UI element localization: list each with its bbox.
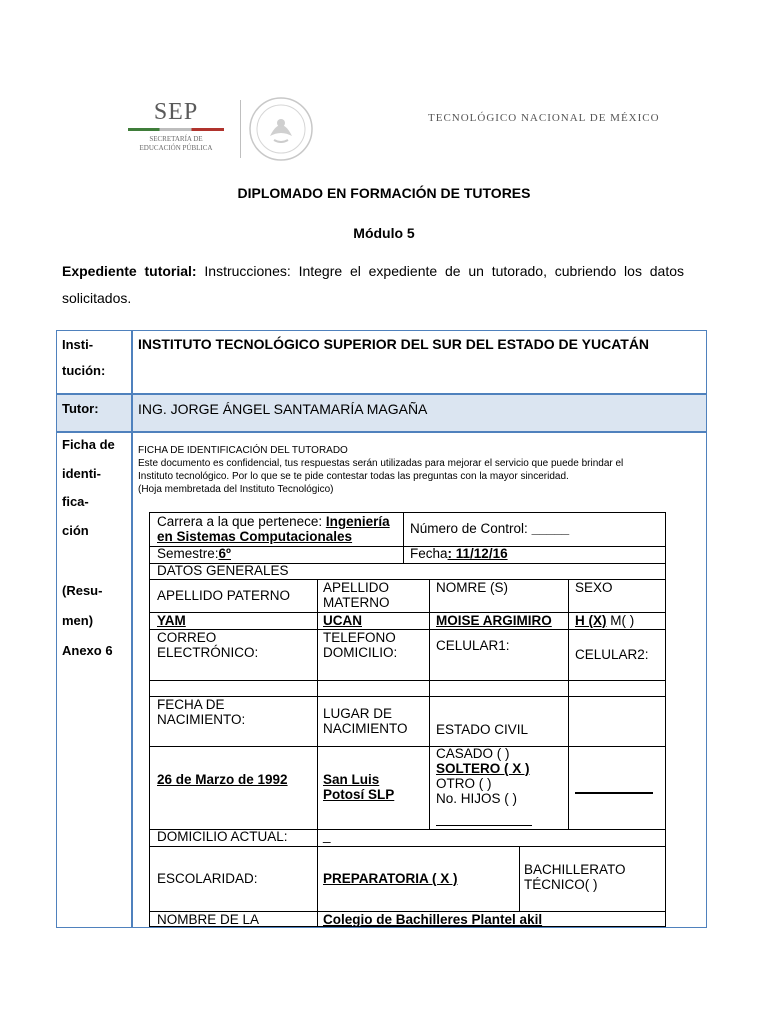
escolaridad-label: ESCOLARIDAD:: [157, 871, 258, 886]
domicilio-label: DOMICILIO ACTUAL:: [157, 829, 288, 844]
tutor-value: ING. JORGE ÁNGEL SANTAMARÍA MAGAÑA: [138, 401, 428, 417]
ficha-label: Ficha de identi- fica- ción: [62, 437, 115, 538]
sexo-value: H (X) M( ): [575, 613, 635, 628]
instructions: [62, 258, 684, 312]
hijos-underline: [436, 825, 532, 826]
sep-wordmark: SEP: [153, 99, 199, 125]
tutor-label: Tutor:: [62, 401, 99, 416]
correo-label: CORREO ELECTRÓNICO:: [157, 630, 259, 660]
numero-control: Número de Control: _____: [410, 521, 570, 536]
nombre-escuela-value: Colegio de Bachilleres Plantel akil: [323, 912, 543, 927]
lugar-nacimiento-label: LUGAR DE NACIMIENTO: [323, 706, 408, 736]
ficha-heading: FICHA DE IDENTIFICACIÓN DEL TUTORADO: [138, 445, 348, 456]
bachillerato-option: BACHILLERATO TÉCNICO( ): [524, 862, 626, 892]
header-divider: [240, 100, 241, 158]
instructions-label: Expediente tutorial:: [62, 263, 197, 279]
table-row-divider: [56, 431, 707, 433]
telefono-label: TELEFONO DOMICILIO:: [323, 630, 398, 660]
resumen-label: (Resu- men) Anexo 6: [62, 583, 113, 658]
celular2-label: CELULAR2:: [575, 647, 649, 662]
nombre-label: NOMRE (S): [436, 580, 508, 595]
estado-civil-options: CASADO ( ) SOLTERO ( X ) OTRO ( ) No. HIJOS ( ): [436, 746, 530, 806]
apellido-paterno-value: YAM: [157, 613, 186, 628]
tecnm-heading: TECNOLÓGICO NACIONAL DE MÉXICO: [428, 112, 660, 124]
fecha-nacimiento-value: 26 de Marzo de 1992: [157, 772, 288, 787]
sexo-label: SEXO: [575, 580, 613, 595]
table-row-divider: [56, 393, 707, 395]
mexico-seal-icon: [248, 96, 314, 162]
ficha-intro: FICHA DE IDENTIFICACIÓN DEL TUTORADO Este documento es confidencial, tus respuestas serán utilizadas para mejorar el servicio que puede brindar el Instituto tecnológico. Por lo que se te pide contestar todas las preguntas con la mayor sinceridad. (Hoja membretada del Instituto Tecnológico): [138, 444, 708, 496]
institucion-label: Insti- tución:: [62, 337, 106, 378]
domicilio-value: _: [323, 828, 331, 843]
preparatoria-value: PREPARATORIA ( X ): [323, 871, 458, 886]
datos-generales-heading: DATOS GENERALES: [157, 563, 289, 578]
apellido-materno-value: UCAN: [323, 613, 362, 628]
apellido-paterno-label: APELLIDO PATERNO: [157, 588, 291, 603]
apellido-materno-label: APELLIDO MATERNO: [323, 580, 390, 610]
blank-underline: [575, 792, 653, 794]
sep-logo: [122, 100, 230, 153]
fecha-nacimiento-label: FECHA DE NACIMIENTO:: [157, 697, 246, 727]
sep-subtitle-1: SECRETARÍA DE: [149, 135, 203, 143]
lugar-nacimiento-value: San Luis Potosí SLP: [323, 772, 395, 802]
instructions-text: Instrucciones: Integre el expediente de un tutorado, cubriendo los datos solicitados.: [62, 263, 684, 306]
document-title: DIPLOMADO EN FORMACIÓN DE TUTORES: [237, 185, 531, 201]
institucion-value: INSTITUTO TECNOLÓGICO SUPERIOR DEL SUR DEL ESTADO DE YUCATÁN: [138, 336, 650, 352]
table-column-divider: [131, 330, 133, 928]
nombre-value: MOISE ARGIMIRO: [436, 613, 552, 628]
fecha: Fecha: 11/12/16: [410, 546, 508, 561]
module-title: Módulo 5: [353, 225, 415, 241]
celular1-label: CELULAR1:: [436, 638, 510, 653]
carrera-label: Carrera a la que pertenece: Ingeniería: [157, 514, 390, 529]
sep-color-bar: [128, 128, 224, 131]
estado-civil-label: ESTADO CIVIL: [436, 722, 529, 737]
sep-subtitle-2: EDUCACIÓN PÚBLICA: [139, 144, 213, 152]
semestre: Semestre:6º: [157, 546, 231, 561]
nombre-escuela-label: NOMBRE DE LA: [157, 912, 260, 927]
carrera-value: en Sistemas Computacionales: [157, 529, 353, 544]
